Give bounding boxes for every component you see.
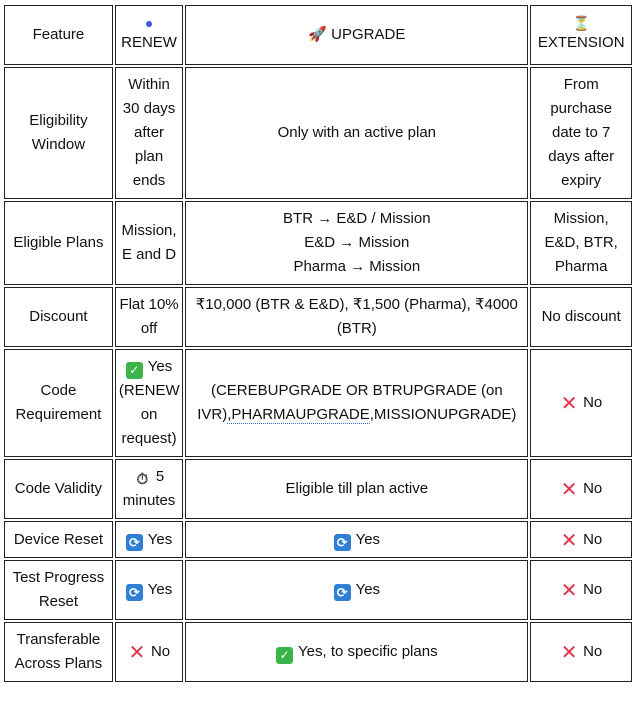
pharma-code: ,PHARMAUPGRADE	[227, 406, 370, 423]
renew-cell	[115, 560, 183, 620]
cell-line: expiry	[561, 172, 602, 189]
no-label: No	[150, 643, 171, 660]
comparison-table	[2, 3, 634, 684]
renew-cell	[115, 287, 183, 347]
yes-label: Yes	[355, 581, 381, 598]
row-feature: Code Validity	[4, 459, 113, 519]
cell-line: E&D, BTR,	[544, 234, 618, 251]
cycle-icon: ●	[144, 15, 154, 31]
upgrade-cell	[185, 521, 528, 558]
row-feature: Eligible Plans	[4, 201, 113, 285]
cell-line: BTR → E&D / Mission	[283, 210, 431, 227]
cell-line: E and D	[121, 246, 177, 263]
check-mark-icon: ✓	[276, 647, 293, 664]
refresh-icon: ⟳	[126, 584, 143, 601]
table-row	[4, 521, 632, 558]
cell-line: plan	[134, 148, 164, 165]
yes-label: Yes	[147, 358, 173, 375]
cross-mark-icon: ✕	[560, 393, 578, 415]
cell-line: off	[140, 320, 158, 337]
cell-line: date to 7	[551, 124, 611, 141]
yes-label: Yes	[355, 530, 381, 548]
yes-label: Yes, to specific plans	[298, 643, 438, 660]
upgrade-cell: Eligible till plan active	[185, 459, 528, 519]
upgrade-cell	[185, 349, 528, 457]
cell-line: From	[563, 76, 599, 93]
hourglass-icon: ⏳	[572, 15, 590, 31]
renew-cell	[115, 349, 183, 457]
upgrade-cell	[185, 560, 528, 620]
upgrade-cell	[185, 622, 528, 682]
upgrade-cell	[185, 201, 528, 285]
extension-cell	[530, 521, 632, 558]
renew-cell	[115, 459, 183, 519]
rocket-icon: 🚀	[308, 26, 327, 43]
header-upgrade	[185, 5, 528, 65]
row-feature: Discount	[4, 287, 113, 347]
row-feature: Device Reset	[4, 521, 113, 558]
extension-cell	[530, 459, 632, 519]
yes-label: Yes	[147, 530, 173, 548]
extension-cell: No discount	[530, 287, 632, 347]
no-label: No	[583, 581, 603, 598]
table-row	[4, 201, 632, 285]
cell-line	[119, 465, 179, 489]
cross-mark-icon: ✕	[560, 529, 578, 552]
no-label: No	[583, 480, 603, 497]
no-label: No	[583, 394, 603, 411]
cell-line: days after	[548, 148, 615, 165]
header-feature: Feature	[4, 5, 113, 65]
header-extension	[530, 5, 632, 65]
cell-line	[119, 355, 179, 379]
cell-line: on	[140, 406, 158, 423]
check-mark-icon: ✓	[126, 362, 143, 379]
row-feature: Transferable Across Plans	[4, 622, 113, 682]
renew-cell	[115, 67, 183, 199]
renew-cell	[115, 201, 183, 285]
extension-cell	[530, 349, 632, 457]
cell-line: (BTR)	[336, 320, 377, 337]
no-label: No	[583, 643, 603, 660]
header-renew	[115, 5, 183, 65]
cell-line: (RENEW	[118, 382, 180, 399]
header-row	[4, 5, 632, 65]
table-row	[4, 459, 632, 519]
cell-line: request)	[121, 430, 177, 447]
renew-cell	[115, 521, 183, 558]
cell-line: purchase	[550, 100, 613, 117]
cell-line: Pharma	[554, 258, 608, 275]
extension-cell	[530, 560, 632, 620]
row-feature: Eligibility Window	[4, 67, 113, 199]
row-feature: Code Requirement	[4, 349, 113, 457]
cell-line	[189, 403, 524, 427]
cell-line: ends	[132, 172, 166, 189]
table-row	[4, 560, 632, 620]
header-upgrade-label: UPGRADE	[331, 26, 406, 43]
cell-text: 5	[155, 468, 165, 485]
table-row	[4, 622, 632, 682]
row-feature: Test Progress Reset	[4, 560, 113, 620]
yes-label: Yes	[147, 581, 173, 598]
refresh-icon: ⟳	[334, 584, 351, 601]
refresh-icon: ⟳	[334, 534, 351, 551]
stopwatch-icon: ⏱	[136, 471, 149, 488]
cell-line: E&D → Mission	[304, 234, 410, 251]
cell-line: (CEREBUPGRADE OR BTRUPGRADE (on	[210, 382, 503, 399]
cell-line: Flat 10%	[119, 296, 179, 313]
extension-cell	[530, 622, 632, 682]
cell-line: Mission,	[121, 222, 177, 239]
cell-line: after	[134, 124, 165, 141]
cell-line: Pharma → Mission	[293, 258, 421, 275]
code-text: ,MISSIONUPGRADE)	[369, 406, 517, 423]
cell-line: minutes	[122, 492, 176, 509]
cell-line: 30 days	[122, 100, 176, 117]
table-row	[4, 287, 632, 347]
cross-mark-icon: ✕	[128, 642, 146, 664]
refresh-icon: ⟳	[126, 534, 143, 551]
extension-cell	[530, 201, 632, 285]
upgrade-cell: Only with an active plan	[185, 67, 528, 199]
cross-mark-icon: ✕	[560, 479, 578, 501]
upgrade-cell	[185, 287, 528, 347]
table-row	[4, 67, 632, 199]
code-text: IVR)	[197, 406, 228, 423]
cross-mark-icon: ✕	[560, 580, 578, 602]
header-extension-label: EXTENSION	[537, 34, 625, 51]
table-row	[4, 349, 632, 457]
cell-line: ₹10,000 (BTR & E&D), ₹1,500 (Pharma), ₹4000	[195, 296, 518, 313]
cell-line: Mission,	[553, 210, 609, 227]
renew-cell	[115, 622, 183, 682]
cross-mark-icon: ✕	[560, 642, 578, 664]
no-label: No	[583, 530, 603, 548]
extension-cell	[530, 67, 632, 199]
cell-line: Within	[128, 76, 170, 93]
header-renew-label: RENEW	[121, 34, 177, 51]
